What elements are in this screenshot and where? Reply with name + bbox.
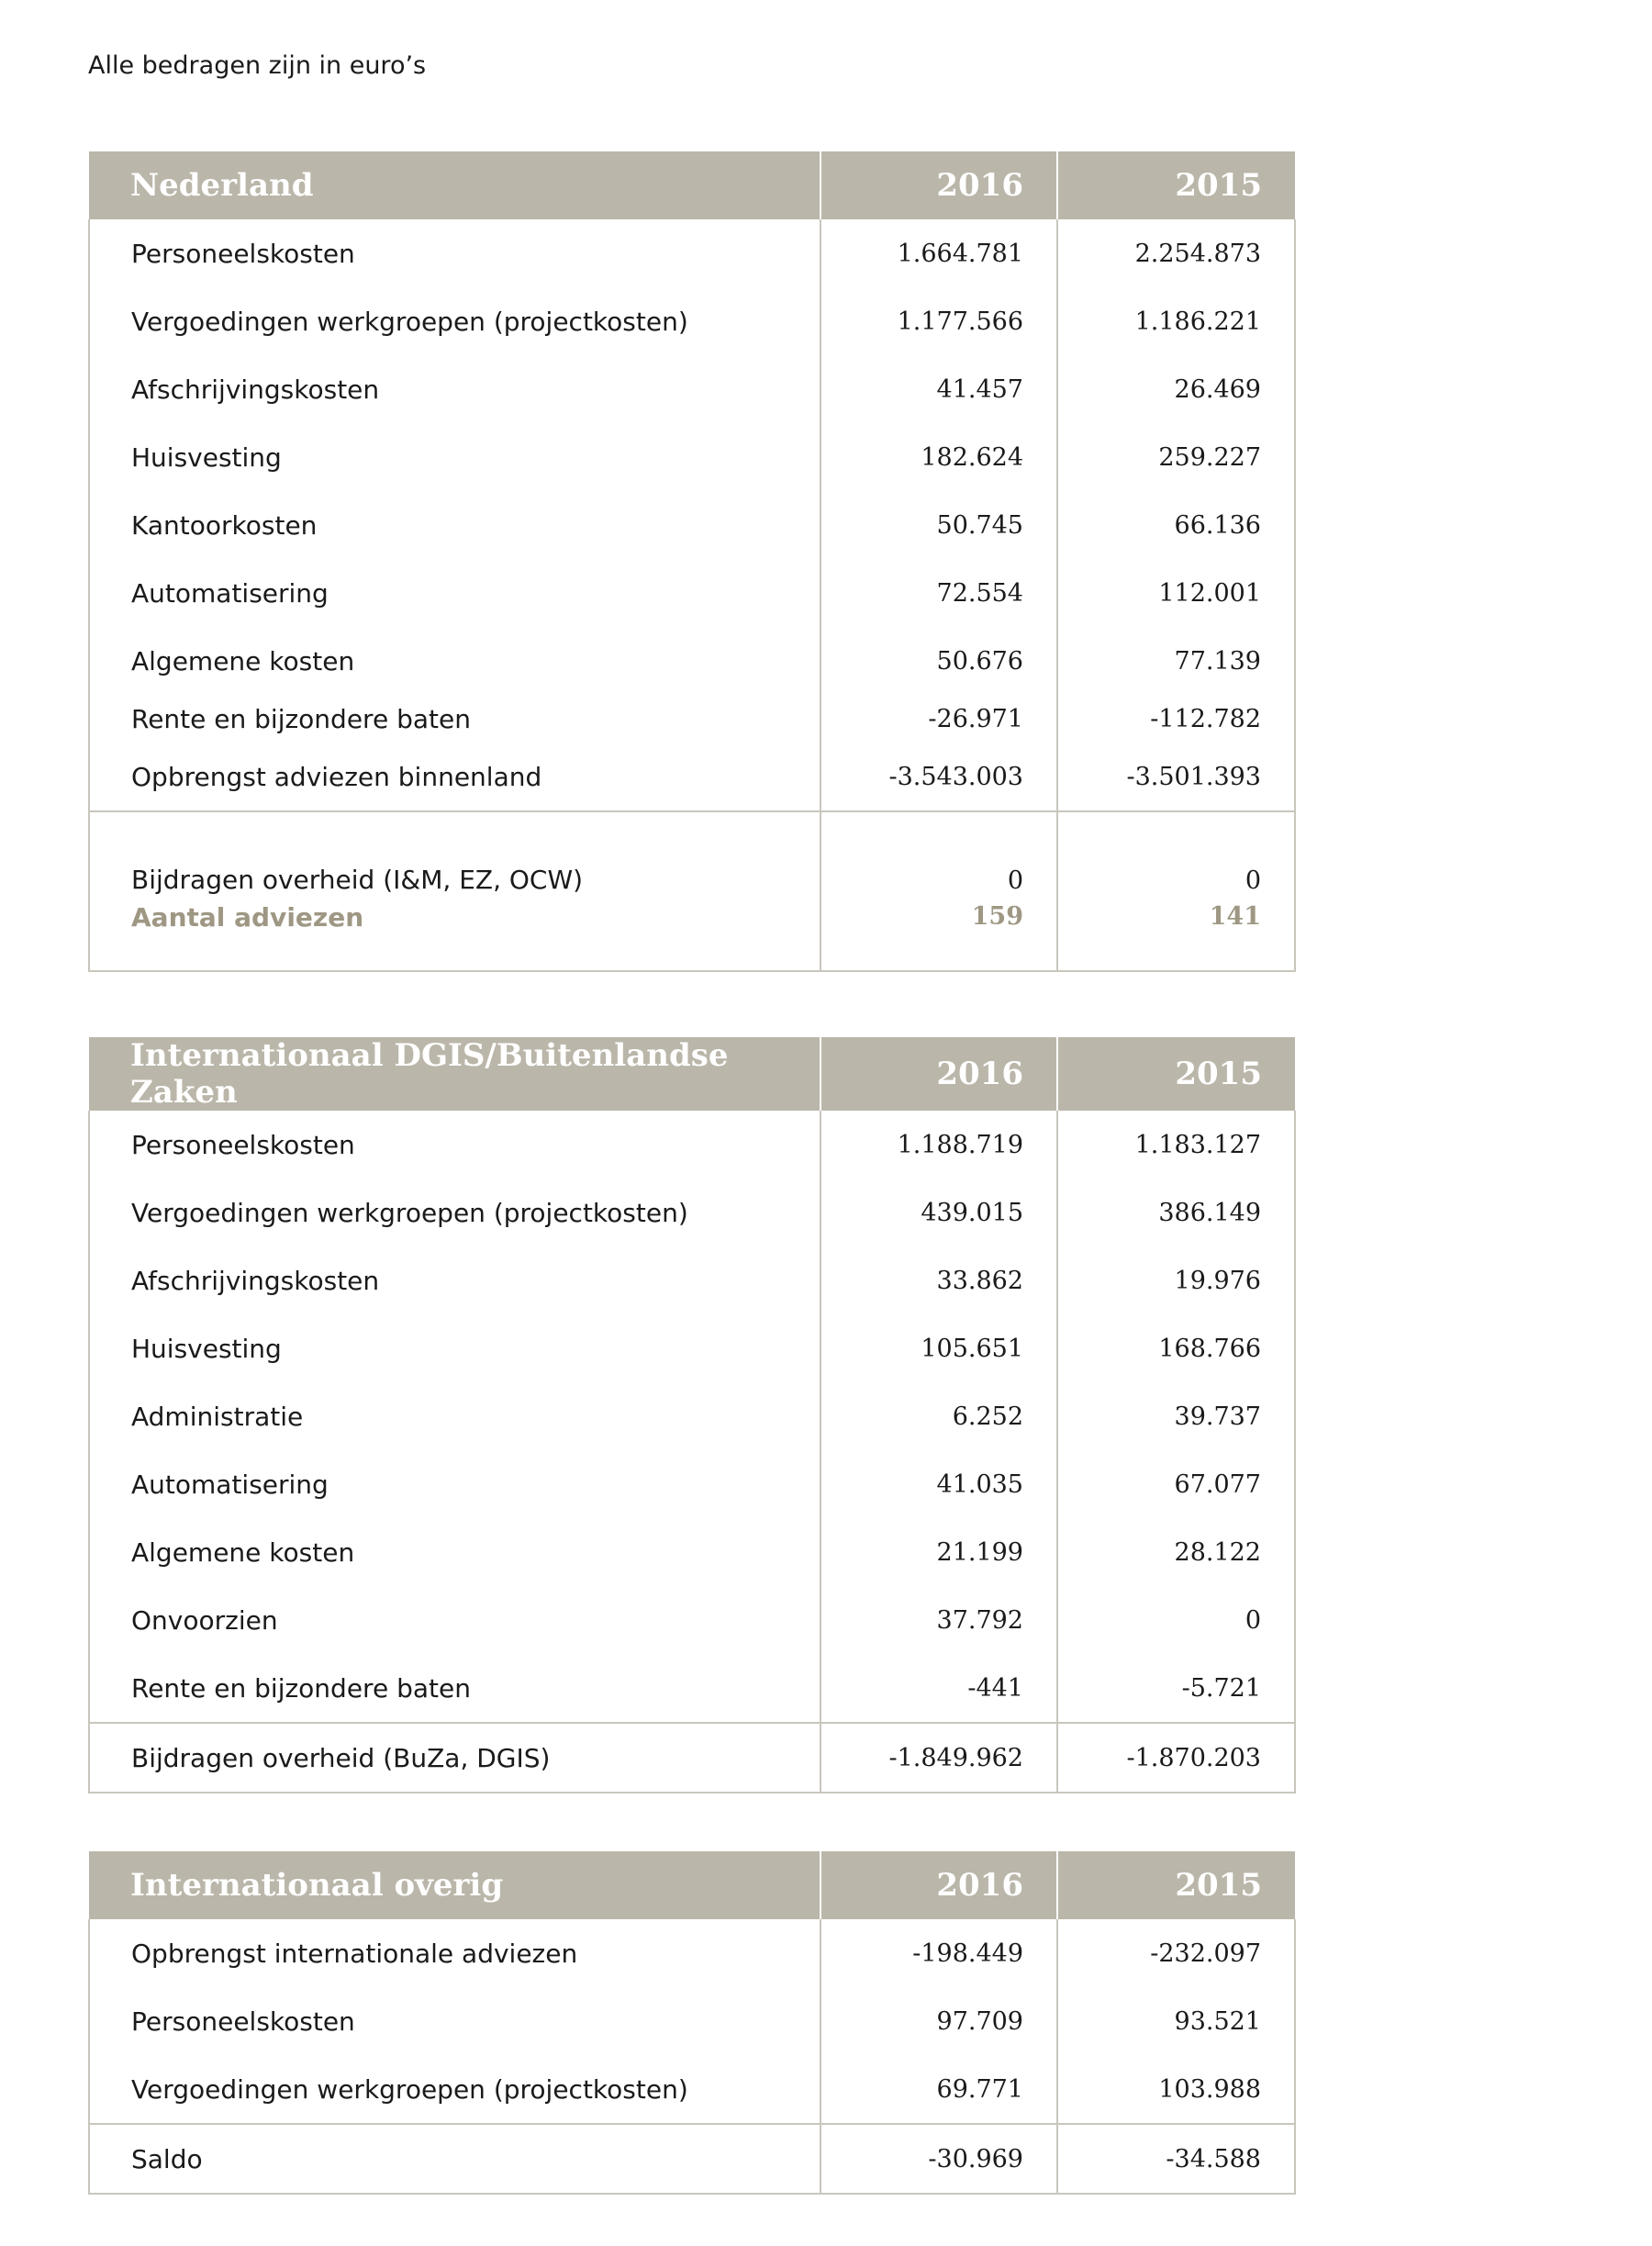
table-row — [89, 2055, 1295, 2124]
row-label: Huisvesting — [89, 423, 820, 491]
table-row — [89, 559, 1295, 627]
value-2015: 168.766 — [1057, 1314, 1295, 1382]
value-2015: 103.988 — [1057, 2055, 1295, 2124]
table-row — [89, 1518, 1295, 1586]
value-2016: 97.709 — [820, 1987, 1057, 2055]
table-row — [89, 1179, 1295, 1246]
value-2015: 1.183.127 — [1057, 1111, 1295, 1179]
value-2016: 21.199 — [820, 1518, 1057, 1586]
row-label: Kantoorkosten — [89, 491, 820, 559]
table-row — [89, 1314, 1295, 1382]
col-2016-header: 2016 — [820, 1037, 1057, 1111]
col-2016-header: 2016 — [820, 1851, 1057, 1919]
col-2015-header: 2015 — [1057, 1037, 1295, 1111]
row-label: Administratie — [89, 1382, 820, 1450]
value-2016: 0 — [820, 811, 1057, 899]
value-2016: -30.969 — [820, 2124, 1057, 2194]
row-label: Aantal adviezen — [89, 899, 820, 971]
table-dgis — [88, 1037, 1296, 1793]
value-2016: 41.035 — [820, 1450, 1057, 1518]
value-2016: 182.624 — [820, 423, 1057, 491]
value-2015: 39.737 — [1057, 1382, 1295, 1450]
table-row — [89, 423, 1295, 491]
value-2015: 386.149 — [1057, 1179, 1295, 1246]
row-label: Onvoorzien — [89, 1586, 820, 1654]
row-label: Opbrengst internationale adviezen — [89, 1919, 820, 1987]
value-2016: 439.015 — [820, 1179, 1057, 1246]
row-label: Personeelskosten — [89, 1987, 820, 2055]
table-row — [89, 1987, 1295, 2055]
table-row — [89, 743, 1295, 811]
row-label: Vergoedingen werkgroepen (projectkosten) — [89, 2055, 820, 2124]
row-label: Automatisering — [89, 559, 820, 627]
value-2016: 1.664.781 — [820, 219, 1057, 287]
table-row — [89, 1382, 1295, 1450]
value-2015: 112.001 — [1057, 559, 1295, 627]
value-2015: 0 — [1057, 1586, 1295, 1654]
row-label: Bijdragen overheid (BuZa, DGIS) — [89, 1723, 820, 1793]
value-2015: 77.139 — [1057, 627, 1295, 695]
col-2015-header: 2015 — [1057, 151, 1295, 219]
value-2016: 37.792 — [820, 1586, 1057, 1654]
table-row — [89, 1450, 1295, 1518]
value-2015: 259.227 — [1057, 423, 1295, 491]
table-row — [89, 1111, 1295, 1179]
row-label: Personeelskosten — [89, 1111, 820, 1179]
value-2015: 2.254.873 — [1057, 219, 1295, 287]
value-2016: -198.449 — [820, 1919, 1057, 1987]
table-nederland — [88, 151, 1296, 972]
value-2015: 28.122 — [1057, 1518, 1295, 1586]
value-2015: 0 — [1057, 811, 1295, 899]
table-title: Nederland — [89, 151, 820, 219]
value-2016: 50.745 — [820, 491, 1057, 559]
table-row — [89, 1919, 1295, 1987]
row-label: Rente en bijzondere baten — [89, 1654, 820, 1723]
value-2015: -3.501.393 — [1057, 743, 1295, 811]
value-2015: 141 — [1057, 899, 1295, 971]
row-label: Vergoedingen werkgroepen (projectkosten) — [89, 1179, 820, 1246]
row-label: Opbrengst adviezen binnenland — [89, 743, 820, 811]
value-2016: -1.849.962 — [820, 1723, 1057, 1793]
value-2016: 159 — [820, 899, 1057, 971]
table-row — [89, 1654, 1295, 1723]
value-2016: 33.862 — [820, 1246, 1057, 1314]
value-2015: -232.097 — [1057, 1919, 1295, 1987]
value-2016: 1.177.566 — [820, 287, 1057, 355]
value-2016: 1.188.719 — [820, 1111, 1057, 1179]
value-2015: 1.186.221 — [1057, 287, 1295, 355]
table-row — [89, 491, 1295, 559]
table-header — [89, 1851, 1295, 1919]
table-row — [89, 355, 1295, 423]
table-row — [89, 899, 1295, 971]
table-row — [89, 627, 1295, 695]
row-label: Saldo — [89, 2124, 820, 2194]
value-2016: 50.676 — [820, 627, 1057, 695]
value-2015: -112.782 — [1057, 695, 1295, 743]
row-label: Algemene kosten — [89, 627, 820, 695]
row-label: Afschrijvingskosten — [89, 355, 820, 423]
page-caption: Alle bedragen zijn in euro’s — [88, 51, 427, 80]
table-row — [89, 811, 1295, 899]
row-label: Rente en bijzondere baten — [89, 695, 820, 743]
row-label: Huisvesting — [89, 1314, 820, 1382]
col-2015-header: 2015 — [1057, 1851, 1295, 1919]
table-row — [89, 2124, 1295, 2194]
table-row — [89, 1723, 1295, 1793]
value-2016: 105.651 — [820, 1314, 1057, 1382]
value-2015: -5.721 — [1057, 1654, 1295, 1723]
value-2015: 26.469 — [1057, 355, 1295, 423]
row-label: Automatisering — [89, 1450, 820, 1518]
value-2016: 69.771 — [820, 2055, 1057, 2124]
value-2015: 93.521 — [1057, 1987, 1295, 2055]
value-2015: 19.976 — [1057, 1246, 1295, 1314]
row-label: Personeelskosten — [89, 219, 820, 287]
value-2015: -1.870.203 — [1057, 1723, 1295, 1793]
table-header — [89, 1037, 1295, 1111]
table-header — [89, 151, 1295, 219]
value-2016: 6.252 — [820, 1382, 1057, 1450]
table-title: Internationaal overig — [89, 1851, 820, 1919]
value-2016: -26.971 — [820, 695, 1057, 743]
row-label: Afschrijvingskosten — [89, 1246, 820, 1314]
value-2015: 67.077 — [1057, 1450, 1295, 1518]
table-row — [89, 1586, 1295, 1654]
table-row — [89, 1246, 1295, 1314]
value-2015: -34.588 — [1057, 2124, 1295, 2194]
row-label: Algemene kosten — [89, 1518, 820, 1586]
col-2016-header: 2016 — [820, 151, 1057, 219]
table-row — [89, 287, 1295, 355]
row-label: Vergoedingen werkgroepen (projectkosten) — [89, 287, 820, 355]
table-row — [89, 695, 1295, 743]
table-internationaal-overig — [88, 1851, 1296, 2195]
value-2016: -441 — [820, 1654, 1057, 1723]
value-2016: 72.554 — [820, 559, 1057, 627]
value-2015: 66.136 — [1057, 491, 1295, 559]
table-title: Internationaal DGIS/Buitenlandse Zaken — [89, 1037, 820, 1111]
row-label: Bijdragen overheid (I&M, EZ, OCW) — [89, 811, 820, 899]
value-2016: -3.543.003 — [820, 743, 1057, 811]
table-row — [89, 219, 1295, 287]
value-2016: 41.457 — [820, 355, 1057, 423]
